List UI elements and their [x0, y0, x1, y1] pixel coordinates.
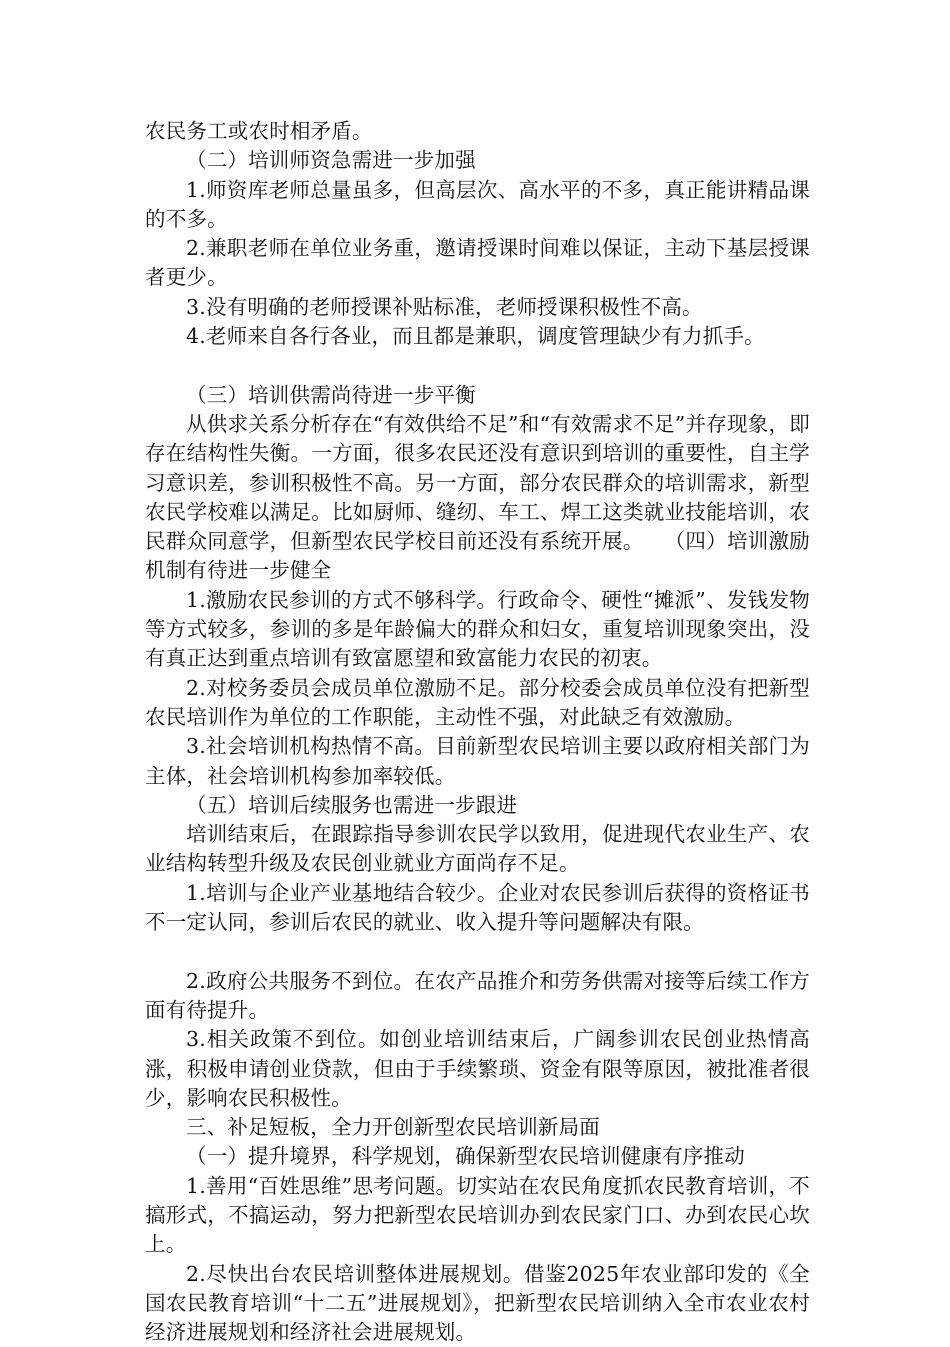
paragraph: 从供求关系分析存在“有效供给不足”和“有效需求不足”并存现象，即存在结构性失衡。一方面，很多农民还没有意识到培训的重要性，自主学习意识差，参训积极性不高。另一方面，部分农民群众的培训需求，新型农民学校难以满足。比如厨师、缝纫、车工、焊工这类就业技能培训，农民群众同意学，但新型农民学校目前还没有系统开展。 （四）培训激励机制有待进一步健全 — [145, 411, 810, 583]
paragraph: 1.培训与企业产业基地结合较少。企业对农民参训后获得的资格证书不一定认同，参训后农民的就业、收入提升等问题解决有限。 — [145, 880, 810, 935]
paragraph: 1.善用“百姓思维”思考问题。切实站在农民角度抓农民教育培训，不搞形式，不搞运动，努力把新型农民培训办到农民家门口、办到农民心坎上。 — [145, 1173, 810, 1257]
paragraph: 1.师资库老师总量虽多，但高层次、高水平的不多，真正能讲精品课的不多。 — [145, 177, 810, 231]
paragraph: 培训结束后，在跟踪指导参训农民学以致用，促进现代农业生产、农业结构转型升级及农民创业就业方面尚存不足。 — [145, 822, 810, 876]
paragraph: 3.社会培训机构热情不高。目前新型农民培训主要以政府相关部门为主体，社会培训机构参加率较低。 — [145, 734, 810, 788]
paragraph: 2.政府公共服务不到位。在农产品推介和劳务供需对接等后续工作方面有待提升。 — [145, 968, 810, 1022]
section-heading: （三）培训供需尚待进一步平衡 — [186, 382, 476, 407]
paragraph: 3.没有明确的老师授课补贴标准，老师授课积极性不高。 — [186, 294, 703, 319]
paragraph: 农民务工或农时相矛盾。 — [145, 119, 373, 143]
document-body — [145, 117, 810, 1347]
paragraph: 3.相关政策不到位。如创业培训结束后，广阔参训农民创业热情高涨，积极申请创业贷款，但由于手续繁琐、资金有限等原因，被批准者很少，影响农民积极性。 — [145, 1027, 810, 1110]
blank-line — [145, 351, 810, 380]
blank-line — [145, 937, 810, 966]
paragraph: 2.对校务委员会成员单位激励不足。部分校委会成员单位没有把新型农民培训作为单位的工作职能，主动性不强，对此缺乏有效激励。 — [145, 675, 810, 729]
section-heading: （二）培训师资急需进一步加强 — [186, 148, 476, 173]
chapter-heading: 三、补足短板，全力开创新型农民培训新局面 — [186, 1115, 600, 1140]
paragraph: 2.兼职老师在单位业务重，邀请授课时间难以保证，主动下基层授课者更少。 — [145, 236, 810, 290]
section-heading: （五）培训后续服务也需进一步跟进 — [186, 792, 518, 817]
paragraph: 2.尽快出台农民培训整体进展规划。借鉴2025年农业部印发的《全国农民教育培训“十二五”进展规划》，把新型农民培训纳入全市农业农村经济进展规划和经济社会进展规划。 — [145, 1261, 810, 1345]
paragraph: 4.老师来自各行各业，而且都是兼职，调度管理缺少有力抓手。 — [186, 324, 765, 349]
paragraph: 1.激励农民参训的方式不够科学。行政命令、硬性“摊派”、发钱发物等方式较多，参训的多是年龄偏大的群众和妇女，重复培训现象突出，没有真正达到重点培训有致富愿望和致富能力农民的初衷。 — [145, 587, 810, 671]
section-heading: （一）提升境界，科学规划，确保新型农民培训健康有序推动 — [186, 1144, 745, 1169]
